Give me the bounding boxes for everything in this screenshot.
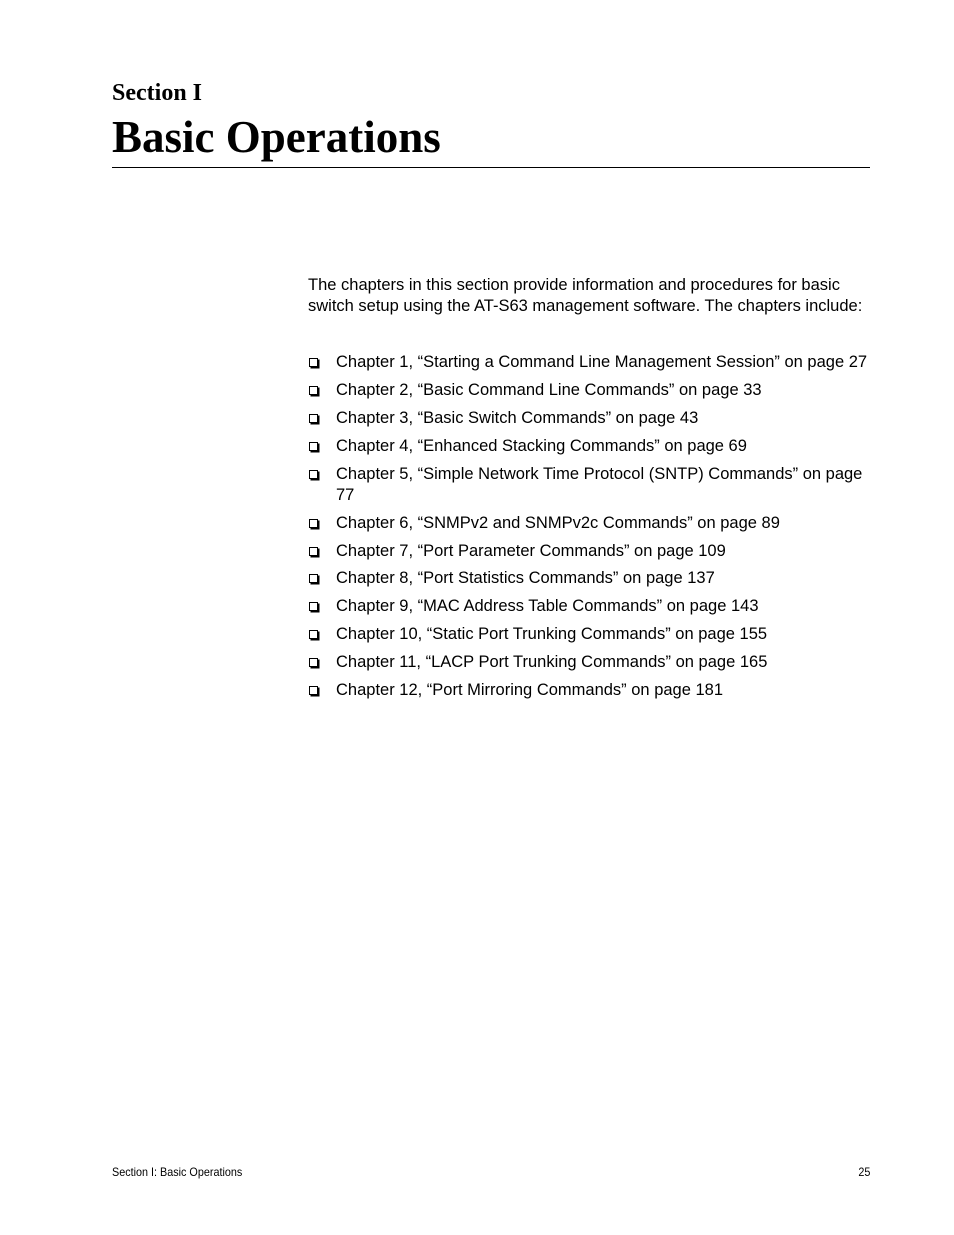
chapter-link[interactable]: Chapter 11, “LACP Port Trunking Commands” on page 165 (336, 653, 768, 672)
list-item[interactable] (308, 464, 870, 505)
checkbox-bullet-icon (309, 386, 318, 395)
checkbox-bullet-icon (309, 470, 318, 479)
list-item[interactable] (308, 408, 870, 429)
list-item[interactable] (308, 436, 870, 457)
checkbox-bullet-icon (309, 414, 318, 423)
list-item[interactable] (308, 652, 870, 673)
chapter-link[interactable]: Chapter 3, “Basic Switch Commands” on page 43 (336, 408, 699, 427)
chapter-link[interactable]: Chapter 2, “Basic Command Line Commands” on page 33 (336, 380, 762, 399)
chapter-link[interactable]: Chapter 12, “Port Mirroring Commands” on page 181 (336, 681, 724, 700)
list-item[interactable] (308, 680, 870, 701)
chapter-link[interactable]: Chapter 6, “SNMPv2 and SNMPv2c Commands” on page 89 (336, 513, 780, 532)
list-item[interactable] (308, 541, 870, 562)
list-item[interactable] (308, 568, 870, 589)
checkbox-bullet-icon (309, 442, 318, 451)
chapter-list (308, 352, 870, 708)
checkbox-bullet-icon (309, 574, 318, 583)
footer-page-number: 25 (857, 1165, 870, 1179)
title-divider (112, 167, 870, 168)
chapter-link[interactable]: Chapter 1, “Starting a Command Line Management Session” on page 27 (336, 353, 868, 371)
chapter-link[interactable]: Chapter 5, “Simple Network Time Protocol (SNTP) Commands” on page 77 (336, 464, 863, 504)
chapter-link[interactable]: Chapter 10, “Static Port Trunking Commands” on page 155 (336, 625, 768, 644)
chapter-link[interactable]: Chapter 8, “Port Statistics Commands” on page 137 (336, 569, 715, 588)
checkbox-bullet-icon (309, 519, 318, 528)
list-item[interactable] (308, 513, 870, 534)
chapter-link[interactable]: Chapter 7, “Port Parameter Commands” on page 109 (336, 541, 726, 560)
checkbox-bullet-icon (309, 602, 318, 611)
checkbox-bullet-icon (309, 358, 318, 367)
page-title: Basic Operations (112, 112, 441, 162)
chapter-link[interactable]: Chapter 4, “Enhanced Stacking Commands” on page 69 (336, 436, 747, 455)
checkbox-bullet-icon (309, 686, 318, 695)
footer-section-name: Section I: Basic Operations (112, 1165, 243, 1179)
section-label: Section I (112, 80, 202, 106)
list-item[interactable] (308, 624, 870, 645)
list-item[interactable] (308, 352, 870, 373)
list-item[interactable] (308, 380, 870, 401)
checkbox-bullet-icon (309, 630, 318, 639)
checkbox-bullet-icon (309, 547, 318, 556)
chapter-link[interactable]: Chapter 9, “MAC Address Table Commands” on page 143 (336, 597, 759, 616)
list-item[interactable] (308, 596, 870, 617)
checkbox-bullet-icon (309, 658, 318, 667)
intro-paragraph: The chapters in this section provide information and procedures for basic switch setup using the AT-S63 management software. The chapters include: (308, 276, 863, 315)
